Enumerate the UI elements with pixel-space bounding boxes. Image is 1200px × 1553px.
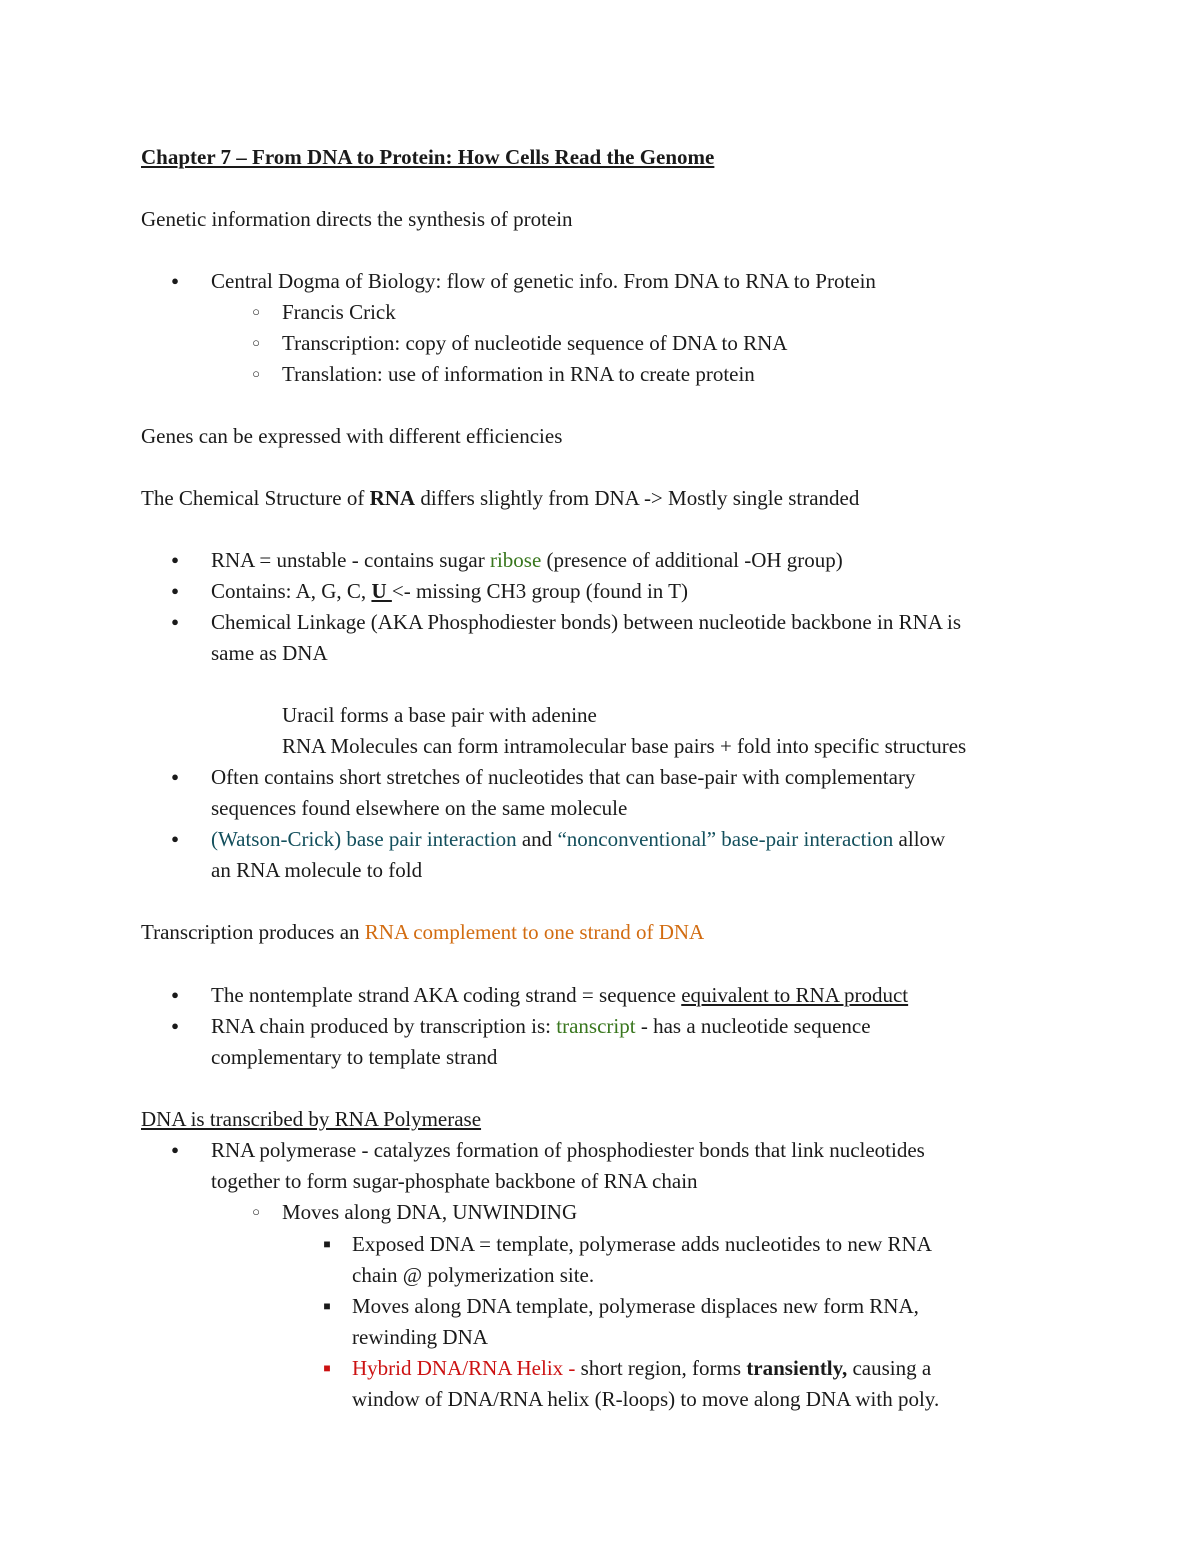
list-item: Francis Crick bbox=[282, 300, 396, 324]
list-item bbox=[211, 547, 843, 573]
text: allow bbox=[893, 827, 946, 851]
heading-text: Transcription produces an bbox=[141, 920, 365, 944]
section-heading-genes-expressed: Genes can be expressed with different efficiencies bbox=[141, 424, 563, 448]
list-item bbox=[211, 982, 908, 1008]
highlight-rna-complement: RNA complement to one strand of DNA bbox=[364, 920, 705, 944]
list-item-continuation: chain @ polymerization site. bbox=[352, 1263, 595, 1287]
section-heading-rna-structure bbox=[141, 485, 859, 511]
highlight-transcript: transcript bbox=[556, 1014, 636, 1038]
list-item: Exposed DNA = template, polymerase adds nucleotides to new RNA bbox=[352, 1232, 932, 1256]
list-item bbox=[211, 578, 688, 604]
circle-bullet-icon: ○ bbox=[252, 304, 260, 319]
bullet-icon: ● bbox=[171, 1142, 179, 1157]
indented-note: RNA Molecules can form intramolecular base pairs + fold into specific structures bbox=[282, 734, 967, 758]
highlight-uracil: U bbox=[371, 579, 392, 603]
bullet-icon: ● bbox=[171, 1018, 179, 1033]
circle-bullet-icon: ○ bbox=[252, 1204, 260, 1219]
text: (presence of additional -OH group) bbox=[541, 548, 843, 572]
heading-text: The Chemical Structure of bbox=[141, 486, 370, 510]
section-heading-rna-polymerase: DNA is transcribed by RNA Polymerase bbox=[141, 1107, 482, 1131]
bullet-icon: ● bbox=[171, 583, 179, 598]
list-item bbox=[211, 1013, 871, 1039]
bullet-icon: ● bbox=[171, 987, 179, 1002]
list-item-continuation: rewinding DNA bbox=[352, 1325, 488, 1349]
list-item: Moves along DNA, UNWINDING bbox=[282, 1200, 578, 1224]
heading-text: differs slightly from DNA -> Mostly single stranded bbox=[415, 486, 860, 510]
text: and bbox=[516, 827, 558, 851]
list-item: RNA polymerase - catalyzes formation of phosphodiester bonds that link nucleotides bbox=[211, 1138, 925, 1162]
list-item-continuation: window of DNA/RNA helix (R-loops) to move along DNA with poly. bbox=[352, 1387, 940, 1411]
section-heading-genetic-info: Genetic information directs the synthesis of protein bbox=[141, 207, 573, 231]
text: The nontemplate strand AKA coding strand = sequence bbox=[211, 983, 682, 1007]
text: <- missing CH3 group (found in T) bbox=[391, 579, 688, 603]
text: RNA chain produced by transcription is: bbox=[211, 1014, 557, 1038]
list-item-continuation: complementary to template strand bbox=[211, 1045, 498, 1069]
list-item: Translation: use of information in RNA to create protein bbox=[282, 362, 755, 386]
circle-bullet-icon: ○ bbox=[252, 335, 260, 350]
square-bullet-icon: ■ bbox=[323, 1361, 331, 1375]
square-bullet-icon: ■ bbox=[323, 1299, 331, 1313]
list-item: Chemical Linkage (AKA Phosphodiester bonds) between nucleotide backbone in RNA is bbox=[211, 610, 962, 634]
page-title: Chapter 7 – From DNA to Protein: How Cells Read the Genome bbox=[141, 145, 715, 169]
list-item: Moves along DNA template, polymerase displaces new form RNA, bbox=[352, 1294, 919, 1318]
heading-bold-rna: RNA bbox=[369, 486, 416, 510]
highlight-watson-crick: (Watson-Crick) base pair interaction bbox=[211, 827, 517, 851]
list-item-continuation: sequences found elsewhere on the same molecule bbox=[211, 796, 628, 820]
highlight-hybrid-helix: Hybrid DNA/RNA Helix - bbox=[352, 1356, 581, 1380]
text: RNA = unstable - contains sugar bbox=[211, 548, 490, 572]
list-item: Central Dogma of Biology: flow of genetic info. From DNA to RNA to Protein bbox=[211, 269, 876, 293]
highlight-ribose: ribose bbox=[489, 548, 542, 572]
section-heading-transcription bbox=[141, 919, 704, 945]
list-item-continuation: together to form sugar-phosphate backbone of RNA chain bbox=[211, 1169, 698, 1193]
bullet-icon: ● bbox=[171, 273, 179, 288]
highlight-nonconventional: “nonconventional” base-pair interaction bbox=[557, 827, 894, 851]
text: - has a nucleotide sequence bbox=[635, 1014, 871, 1038]
square-bullet-icon: ■ bbox=[323, 1237, 331, 1251]
bullet-icon: ● bbox=[171, 769, 179, 784]
text: causing a bbox=[847, 1356, 932, 1380]
underlined-text: equivalent to RNA product bbox=[681, 983, 909, 1007]
list-item: Often contains short stretches of nucleotides that can base-pair with complementary bbox=[211, 765, 916, 789]
bullet-icon: ● bbox=[171, 831, 179, 846]
text: short region, forms bbox=[580, 1356, 747, 1380]
bold-transiently: transiently, bbox=[746, 1356, 848, 1380]
list-item bbox=[211, 826, 945, 852]
bullet-icon: ● bbox=[171, 614, 179, 629]
bullet-icon: ● bbox=[171, 552, 179, 567]
list-item bbox=[352, 1355, 931, 1381]
circle-bullet-icon: ○ bbox=[252, 366, 260, 381]
list-item-continuation: same as DNA bbox=[211, 641, 328, 665]
list-item-continuation: an RNA molecule to fold bbox=[211, 858, 423, 882]
list-item: Transcription: copy of nucleotide sequence of DNA to RNA bbox=[282, 331, 788, 355]
indented-note: Uracil forms a base pair with adenine bbox=[282, 703, 597, 727]
text: Contains: A, G, C, bbox=[211, 579, 372, 603]
